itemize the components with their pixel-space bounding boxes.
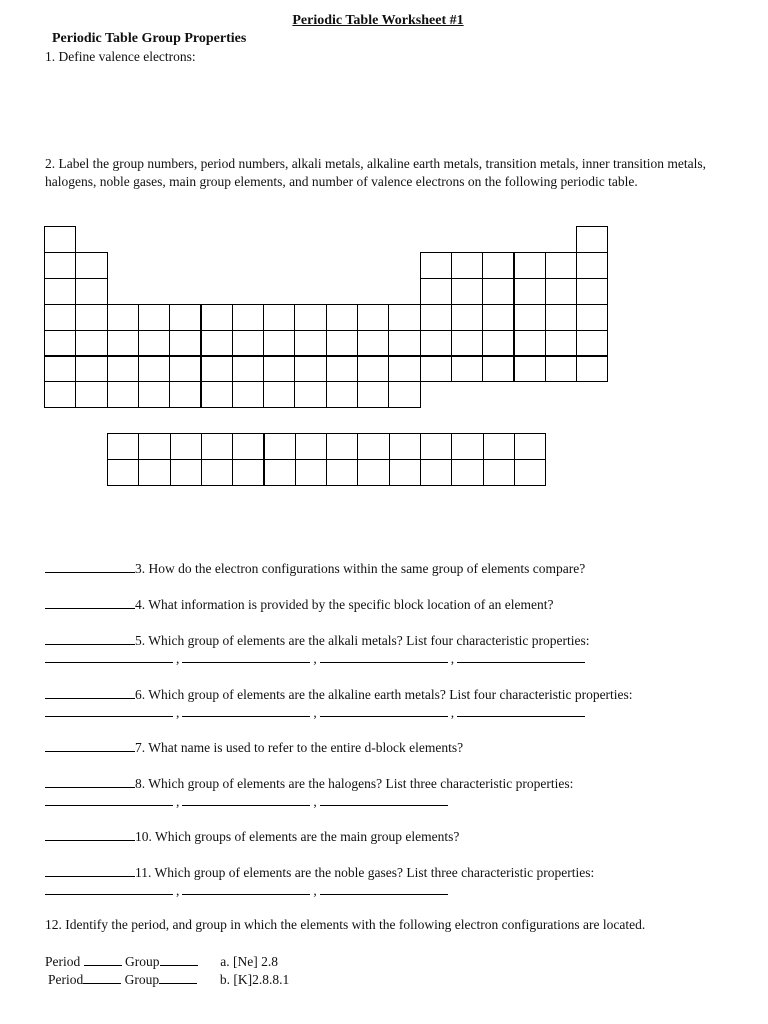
blank-separator: ,	[313, 705, 317, 720]
question-text: 3. How do the electron configurations within the same group of elements compare?	[135, 561, 586, 576]
periodic-table-cell[interactable]	[201, 381, 233, 408]
periodic-table-cell[interactable]	[420, 252, 452, 279]
periodic-table-cell[interactable]	[420, 356, 452, 383]
periodic-table-cell[interactable]	[576, 330, 608, 357]
periodic-table-cell[interactable]	[514, 330, 546, 357]
f-block-cell[interactable]	[107, 459, 139, 486]
f-block-cell[interactable]	[326, 459, 358, 486]
f-block-cell[interactable]	[451, 459, 483, 486]
question-12-text: 12. Identify the period, and group in which the elements with the following electron configurations are located.	[45, 917, 646, 932]
answer-blank[interactable]	[45, 558, 135, 573]
question-row	[45, 630, 589, 650]
periodic-table-cell[interactable]	[326, 304, 358, 331]
periodic-table-cell[interactable]	[44, 381, 76, 408]
question-text: 11. Which group of elements are the noble gases? List three characteristic properties:	[135, 865, 595, 880]
periodic-table-cell[interactable]	[357, 381, 389, 408]
periodic-table-cell[interactable]	[44, 226, 76, 253]
property-blank[interactable]	[45, 791, 173, 806]
question-text: 10. Which groups of elements are the main group elements?	[135, 829, 460, 844]
blank-separator: ,	[313, 651, 317, 666]
periodic-table-cell[interactable]	[107, 304, 139, 331]
question-row	[45, 684, 633, 704]
property-blank[interactable]	[320, 791, 448, 806]
period-label: Period	[45, 954, 81, 969]
f-block-cell[interactable]	[357, 459, 389, 486]
periodic-table-cell[interactable]	[388, 381, 420, 408]
periodic-table-cell[interactable]	[294, 330, 326, 357]
property-blank[interactable]	[320, 648, 448, 663]
f-block-cell[interactable]	[295, 459, 327, 486]
answer-blank[interactable]	[45, 594, 135, 609]
f-block-cell[interactable]	[483, 459, 515, 486]
periodic-table-cell[interactable]	[232, 381, 264, 408]
periodic-table-cell[interactable]	[75, 381, 107, 408]
config-row-a	[45, 951, 278, 971]
periodic-table-cell[interactable]	[169, 330, 201, 357]
periodic-table-cell[interactable]	[294, 381, 326, 408]
periodic-table-cell[interactable]	[75, 356, 107, 383]
periodic-table-cell[interactable]	[420, 330, 452, 357]
period-blank[interactable]	[83, 969, 121, 984]
question-row	[45, 594, 554, 614]
property-blank[interactable]	[320, 702, 448, 717]
f-block-cell[interactable]	[451, 433, 483, 460]
f-block-cell[interactable]	[514, 433, 546, 460]
periodic-table-cell[interactable]	[545, 252, 577, 279]
periodic-table-cell[interactable]	[169, 356, 201, 383]
f-block-cell[interactable]	[295, 433, 327, 460]
periodic-table-cell[interactable]	[545, 304, 577, 331]
f-block-cell[interactable]	[264, 433, 296, 460]
f-block-cell[interactable]	[170, 433, 202, 460]
periodic-table-cell[interactable]	[357, 304, 389, 331]
periodic-table-cell[interactable]	[576, 226, 608, 253]
periodic-table-cell[interactable]	[75, 252, 107, 279]
answer-blank[interactable]	[45, 737, 135, 752]
periodic-table-cell[interactable]	[388, 304, 420, 331]
periodic-table-cell[interactable]	[107, 356, 139, 383]
property-blank[interactable]	[320, 880, 448, 895]
period-label: Period	[48, 972, 84, 987]
worksheet-subtitle: Periodic Table Group Properties	[52, 31, 247, 46]
periodic-table-cell[interactable]	[357, 356, 389, 383]
group-label: Group	[125, 954, 160, 969]
periodic-table-cell[interactable]	[294, 304, 326, 331]
periodic-table-cell[interactable]	[482, 252, 514, 279]
periodic-table-cell[interactable]	[545, 356, 577, 383]
periodic-table-cell[interactable]	[326, 381, 358, 408]
periodic-table-cell[interactable]	[169, 381, 201, 408]
question-row	[45, 737, 463, 757]
periodic-table-cell[interactable]	[514, 278, 546, 305]
periodic-table-cell[interactable]	[326, 356, 358, 383]
periodic-table-cell[interactable]	[514, 356, 546, 383]
period-blank[interactable]	[84, 951, 122, 966]
property-blank[interactable]	[45, 880, 173, 895]
config-item: a. [Ne] 2.8	[220, 954, 278, 969]
periodic-table-cell[interactable]	[201, 356, 233, 383]
periodic-table-cell[interactable]	[263, 330, 295, 357]
answer-blank[interactable]	[45, 630, 135, 645]
answer-blank[interactable]	[45, 773, 135, 788]
f-block-cell[interactable]	[389, 433, 421, 460]
periodic-table-cell[interactable]	[44, 304, 76, 331]
question-text: 6. Which group of elements are the alkaline earth metals? List four characteristic properties:	[135, 687, 633, 702]
periodic-table-cell[interactable]	[482, 356, 514, 383]
periodic-table-cell[interactable]	[388, 356, 420, 383]
property-blanks	[45, 648, 585, 668]
question-1-text: 1. Define valence electrons:	[45, 49, 196, 64]
f-block-cell[interactable]	[170, 459, 202, 486]
periodic-table-cell[interactable]	[138, 381, 170, 408]
blank-separator: ,	[313, 794, 317, 809]
f-block-cell[interactable]	[138, 459, 170, 486]
periodic-table-cell[interactable]	[576, 356, 608, 383]
periodic-table-cell[interactable]	[545, 330, 577, 357]
periodic-table-cell[interactable]	[201, 330, 233, 357]
question-row	[45, 773, 573, 793]
question-row	[45, 862, 594, 882]
periodic-table-cell[interactable]	[482, 304, 514, 331]
periodic-table-cell[interactable]	[576, 304, 608, 331]
blank-separator: ,	[176, 651, 180, 666]
periodic-table-cell[interactable]	[44, 278, 76, 305]
periodic-table-cell[interactable]	[326, 330, 358, 357]
question-row	[45, 558, 585, 578]
question-text: 5. Which group of elements are the alkali metals? List four characteristic properties:	[135, 633, 590, 648]
f-block-cell[interactable]	[138, 433, 170, 460]
periodic-table-cell[interactable]	[451, 252, 483, 279]
periodic-table-cell[interactable]	[75, 304, 107, 331]
property-blank[interactable]	[182, 702, 310, 717]
property-blanks	[45, 880, 448, 900]
periodic-table-cell[interactable]	[107, 381, 139, 408]
periodic-table-cell[interactable]	[263, 356, 295, 383]
periodic-table-cell[interactable]	[514, 252, 546, 279]
property-blank[interactable]	[182, 648, 310, 663]
periodic-table-cell[interactable]	[388, 330, 420, 357]
property-blanks	[45, 791, 448, 811]
periodic-table-cell[interactable]	[44, 252, 76, 279]
answer-blank[interactable]	[45, 684, 135, 699]
f-block-cell[interactable]	[483, 433, 515, 460]
periodic-table-cell[interactable]	[107, 330, 139, 357]
blank-separator: ,	[450, 705, 455, 720]
periodic-table-cell[interactable]	[451, 356, 483, 383]
f-block-cell[interactable]	[201, 433, 233, 460]
periodic-table-cell[interactable]	[451, 304, 483, 331]
periodic-table-cell[interactable]	[232, 356, 264, 383]
periodic-table-cell[interactable]	[357, 330, 389, 357]
periodic-table-cell[interactable]	[44, 356, 76, 383]
periodic-table-cell[interactable]	[514, 304, 546, 331]
config-row-b	[48, 969, 289, 989]
property-blank[interactable]	[457, 702, 585, 717]
f-block-cell[interactable]	[420, 459, 452, 486]
periodic-table-cell[interactable]	[138, 356, 170, 383]
periodic-table-cell[interactable]	[201, 304, 233, 331]
answer-blank[interactable]	[45, 826, 135, 841]
periodic-table-cell[interactable]	[576, 252, 608, 279]
answer-blank[interactable]	[45, 862, 135, 877]
f-block-cell[interactable]	[514, 459, 546, 486]
blank-separator: ,	[313, 883, 317, 898]
property-blank[interactable]	[45, 648, 173, 663]
periodic-table-cell[interactable]	[138, 330, 170, 357]
f-block-cell[interactable]	[264, 459, 296, 486]
question-text: 7. What name is used to refer to the entire d-block elements?	[135, 740, 464, 755]
f-block-cell[interactable]	[232, 459, 264, 486]
periodic-table-cell[interactable]	[420, 304, 452, 331]
periodic-table-cell[interactable]	[138, 304, 170, 331]
blank-separator: ,	[176, 794, 180, 809]
f-block-cell[interactable]	[326, 433, 358, 460]
config-item: b. [K]2.8.8.1	[219, 972, 290, 987]
periodic-table-cell[interactable]	[482, 278, 514, 305]
f-block-cell[interactable]	[357, 433, 389, 460]
property-blank[interactable]	[457, 648, 585, 663]
periodic-table-cell[interactable]	[75, 278, 107, 305]
f-block-cell[interactable]	[420, 433, 452, 460]
f-block-cell[interactable]	[389, 459, 421, 486]
blank-separator: ,	[450, 651, 455, 666]
periodic-table-cell[interactable]	[232, 304, 264, 331]
question-text: 4. What information is provided by the specific block location of an element?	[135, 597, 554, 612]
blank-separator: ,	[176, 883, 180, 898]
property-blank[interactable]	[182, 791, 310, 806]
periodic-table-cell[interactable]	[451, 330, 483, 357]
periodic-table-cell[interactable]	[482, 330, 514, 357]
periodic-table-cell[interactable]	[169, 304, 201, 331]
group-label: Group	[124, 972, 160, 987]
worksheet-title: Periodic Table Worksheet #1	[292, 13, 464, 28]
property-blank[interactable]	[182, 880, 310, 895]
property-blanks	[45, 702, 585, 722]
periodic-table-cell[interactable]	[75, 330, 107, 357]
blank-separator: ,	[176, 705, 180, 720]
periodic-table-cell[interactable]	[263, 304, 295, 331]
question-2-text: 2. Label the group numbers, period numbers, alkali metals, alkaline earth metals, transition metals, inner transition metals, halogens, noble gases, main group elements, and number of valence electrons on the following periodic table.	[45, 156, 706, 189]
f-block-cell[interactable]	[232, 433, 264, 460]
property-blank[interactable]	[45, 702, 173, 717]
periodic-table-cell[interactable]	[420, 278, 452, 305]
question-row	[45, 826, 459, 846]
periodic-table-cell[interactable]	[263, 381, 295, 408]
periodic-table-cell[interactable]	[451, 278, 483, 305]
f-block-cell[interactable]	[107, 433, 139, 460]
periodic-table-cell[interactable]	[545, 278, 577, 305]
group-blank[interactable]	[159, 969, 197, 984]
periodic-table-cell[interactable]	[294, 356, 326, 383]
periodic-table-cell[interactable]	[232, 330, 264, 357]
group-blank[interactable]	[160, 951, 198, 966]
periodic-table-cell[interactable]	[576, 278, 608, 305]
periodic-table-cell[interactable]	[44, 330, 76, 357]
f-block-cell[interactable]	[201, 459, 233, 486]
question-text: 8. Which group of elements are the halogens? List three characteristic properties:	[135, 776, 574, 791]
